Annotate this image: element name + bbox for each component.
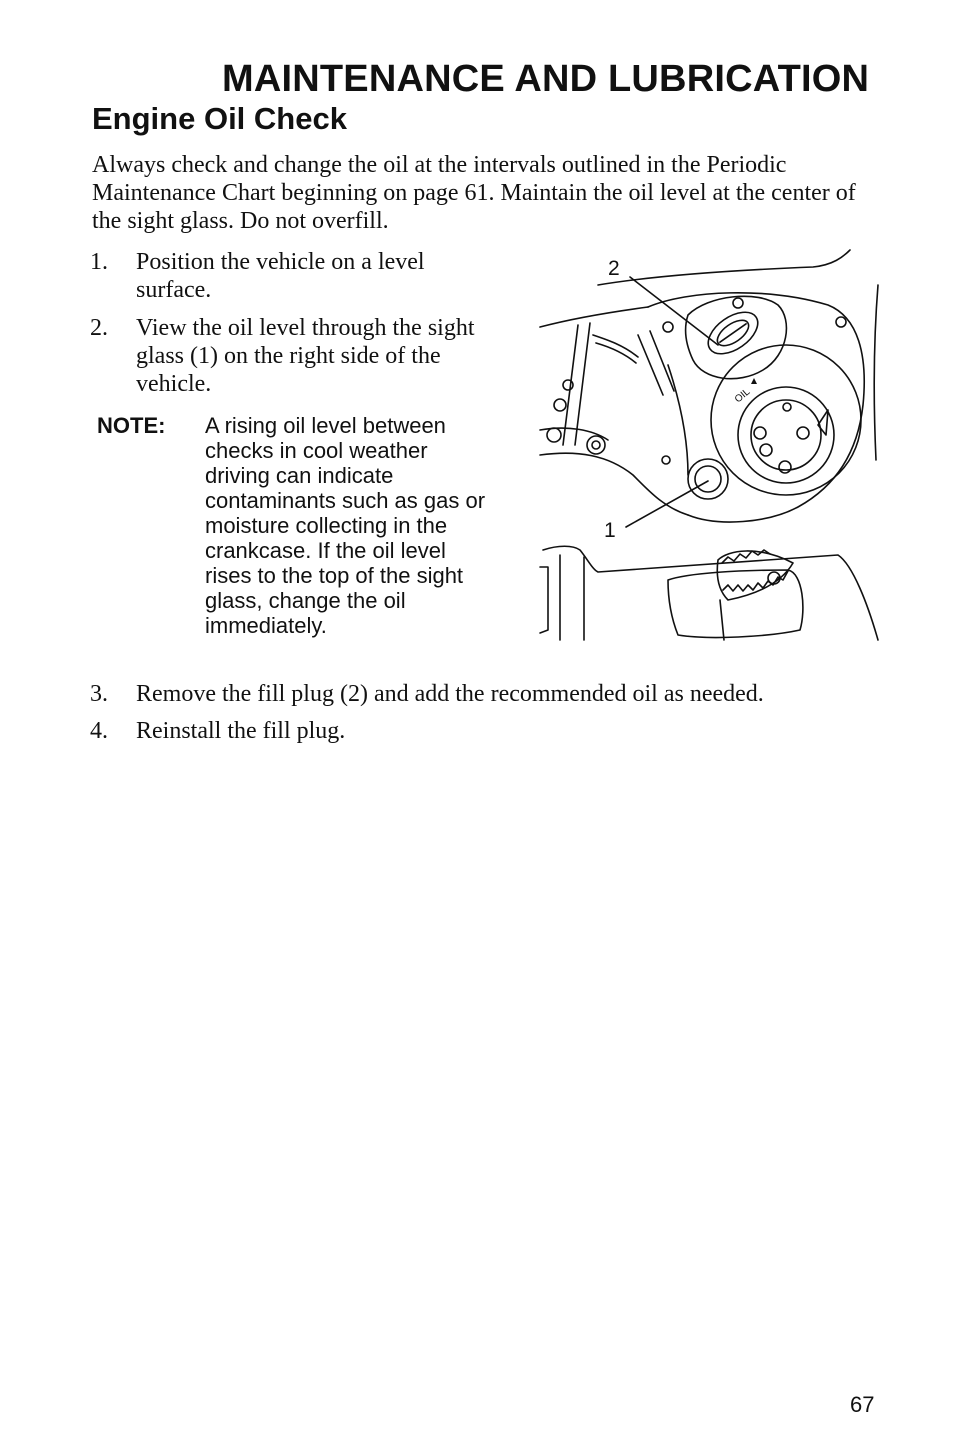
- step-number: 1.: [90, 249, 108, 275]
- step-1: [90, 248, 490, 308]
- chapter-title: MAINTENANCE AND LUBRICATION: [222, 58, 870, 100]
- step-number: 2.: [90, 315, 108, 341]
- callout-label-2: 2: [608, 257, 620, 280]
- callout-label-1: 1: [604, 519, 616, 542]
- lower-frame-line: [540, 453, 688, 515]
- step-text: Position the vehicle on a level surface.: [136, 249, 425, 303]
- callout-leader-1: [626, 481, 708, 527]
- sight-glass: [688, 459, 728, 499]
- frame-upper-line: [540, 307, 648, 327]
- step-number: 4.: [90, 718, 108, 744]
- step-text: Remove the fill plug (2) and add the recommended oil as needed.: [136, 681, 764, 707]
- page-number: 67: [850, 1392, 875, 1417]
- floorboard-outline: [543, 546, 878, 640]
- step-4: [90, 717, 890, 747]
- section-title: Engine Oil Check: [92, 101, 347, 136]
- fill-plug: [701, 304, 765, 362]
- intro-paragraph: Always check and change the oil at the intervals outlined in the Periodic Maintenance Chart beginning on page 61. Maintain the oil level at the center of the sight glass. Do not overfill.: [92, 152, 856, 234]
- step-text: Reinstall the fill plug.: [136, 718, 346, 744]
- step-3: [90, 680, 890, 710]
- step-text: View the oil level through the sight glass (1) on the right side of the vehicle.: [136, 315, 475, 397]
- fill-plug-boss: [686, 296, 787, 378]
- callout-leader-2: [630, 277, 718, 345]
- note-text: A rising oil level between checks in cool weather driving can indicate contaminants such as gas or moisture collecting in the crankcase. If the oil level rises to the top of the sight glass, change the oil immediately.: [205, 413, 486, 638]
- step-number: 3.: [90, 681, 108, 707]
- engine-oil-figure: [538, 245, 890, 645]
- oil-engraving: OIL: [732, 386, 753, 406]
- step-2: [90, 314, 490, 400]
- note-label: NOTE:: [97, 413, 166, 438]
- fender-outline: [598, 250, 850, 285]
- frame-right-edge: [874, 285, 878, 460]
